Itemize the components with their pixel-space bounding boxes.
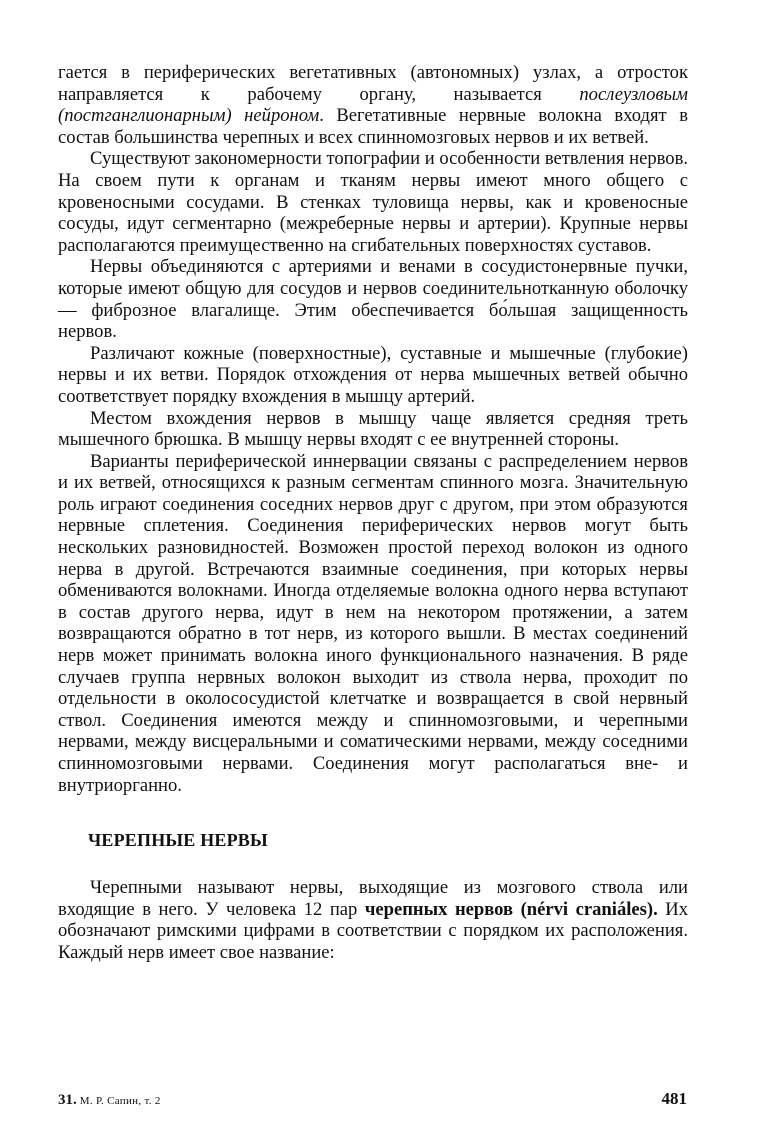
signature-source: М. Р. Сапин, т. 2 bbox=[76, 1095, 161, 1107]
printer-signature bbox=[58, 1092, 161, 1109]
section-intro bbox=[58, 877, 688, 963]
paragraph-2: Существуют закономерности топографии и особенности ветвления нервов. На своем пути к органам и тканям нервы имеют много общего с кровеносными сосудами. В стенках туловища нервы, как и кровеносные сосуды, идут сегментарно (межреберные нервы и артерии). Крупные нервы располагаются преимущественно на сгибательных поверхностях суставов. bbox=[58, 148, 688, 256]
page-number: 481 bbox=[661, 1089, 687, 1108]
section-intro-text-a: Черепными называют нервы, выходящие из мозгового ствола или входящие в него. У человека 12 пар bbox=[58, 877, 688, 920]
paragraph-4: Различают кожные (поверхностные), суставные и мышечные (глубокие) нервы и их ветви. Порядок отхождения от нерва мышечных ветвей обычно соответствует порядку вхождения в мышцу артерий. bbox=[58, 342, 688, 407]
signature-number: 31. bbox=[58, 1092, 77, 1108]
section-intro-text-b: Их обозначают римскими цифрами в соответствии с порядком их расположения. Каждый нерв имеет свое название: bbox=[58, 898, 688, 963]
page-body bbox=[58, 62, 688, 964]
paragraph-1 bbox=[58, 62, 688, 148]
section-heading: ЧЕРЕПНЫЕ НЕРВЫ bbox=[88, 830, 268, 851]
paragraph-1-term: послеузловым (постганглионарным) нейроном bbox=[58, 83, 688, 127]
paragraph-5: Местом вхождения нервов в мышцу чаще является средняя треть мышечного брюшка. В мышцу нервы входят с ее внутренней стороны. bbox=[58, 407, 688, 451]
paragraph-6: Варианты периферической иннервации связаны с распределением нервов и их ветвей, относящихся к разным сегментам спинного мозга. Значительную роль играют соединения соседних нервов друг с другом, при этом образуются нервные сплетения. Соединения периферических нервов могут быть нескольких разновидностей. Возможен простой переход волокон из одного нерва в другой. Встречаются взаимные соединения, при которых нервы обмениваются волокнами. Иногда отделяемые волокна одного нерва вступают в состав другого нерва, идут в нем на некотором протяжении, а затем возвращаются обратно в тот нерв, из которого вышли. В местах соединений нерв может принимать волокна иного функционального назначения. В ряде случаев группа нервных волокон выходит из ствола нерва, проходит по отдельности в околососудистой клетчатке и возвращается в свой нервный ствол. Соединения имеются между и спинномозговыми, и черепными нервами, между висцеральными и соматическими нервами, между соседними спинномозговыми нервами. Соединения могут располагаться вне- и внутриорганно. bbox=[58, 450, 688, 796]
paragraph-3: Нервы объединяются с артериями и венами в сосудистонервные пучки, которые имеют общую для сосудов и нервов соединительнотканную оболочку — фиброзное влагалище. Этим обеспечивается бо́льшая защищенность нервов. bbox=[58, 256, 688, 343]
page-footer bbox=[58, 1089, 687, 1109]
paragraph-1-text-b: . Вегетативные нервные волокна входят в состав большинства черепных и всех спинномозговых нервов и их ветвей. bbox=[58, 105, 688, 148]
paragraph-1-text-a: гается в периферических вегетативных (автономных) узлах, а отросток направляется к рабочему органу, называется bbox=[58, 62, 688, 105]
section-intro-term: черепных нервов (nérvi craniáles). bbox=[364, 898, 658, 920]
